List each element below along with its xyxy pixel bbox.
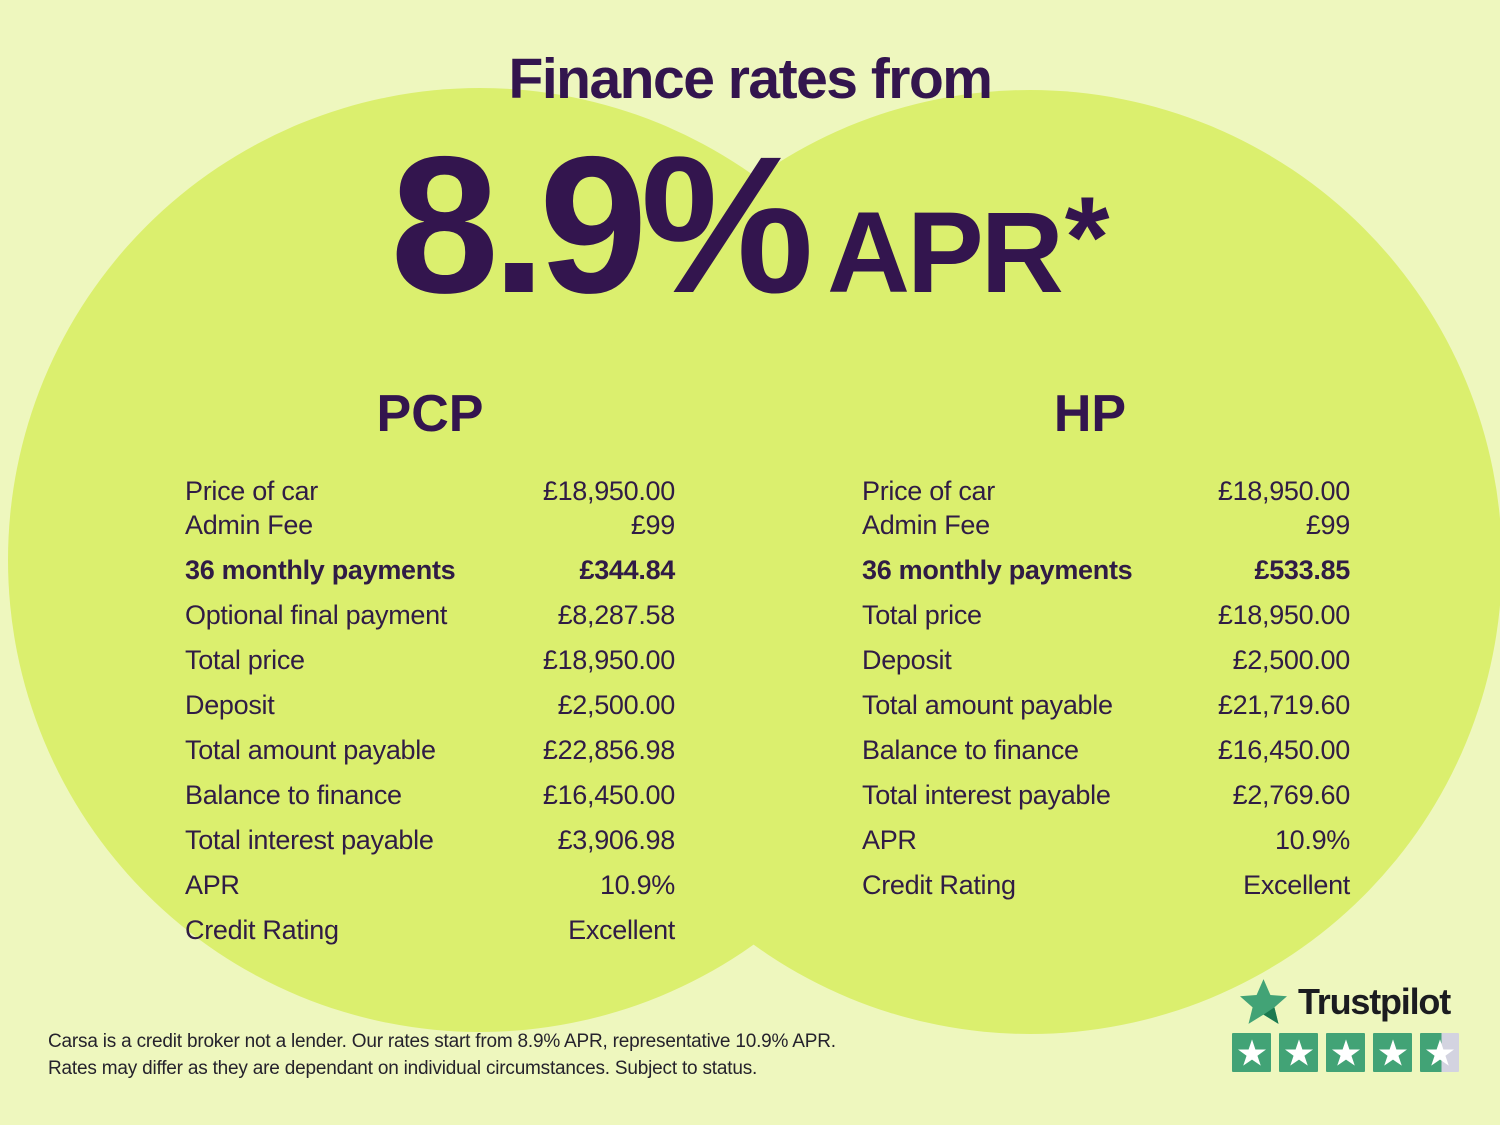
row-label: APR [185, 870, 240, 901]
row-label: Price of car [185, 475, 318, 506]
row-value: £21,719.60 [1217, 690, 1350, 721]
row-value: £533.85 [1254, 555, 1350, 586]
row-label: Balance to finance [185, 780, 402, 811]
table-row [862, 593, 1350, 638]
row-label: Total amount payable [862, 690, 1113, 721]
pcp-title: PCP [376, 385, 484, 443]
table-row [185, 593, 675, 638]
table-row [862, 474, 1350, 508]
row-label: Total price [185, 645, 305, 676]
headline-rate [0, 116, 1500, 334]
table-row [185, 773, 675, 818]
row-value: £22,856.98 [542, 735, 675, 766]
row-label: Deposit [185, 690, 275, 721]
row-value: £18,950.00 [1217, 600, 1350, 631]
row-label: Optional final payment [185, 600, 448, 631]
pcp-table [185, 474, 675, 953]
disclaimer-line: Carsa is a credit broker not a lender. Our rates start from 8.9% APR, representative 10.9% APR. [48, 1031, 836, 1052]
row-label: Total price [862, 600, 982, 631]
row-value: £18,950.00 [1217, 475, 1350, 506]
rating-star-half-icon [1420, 1033, 1459, 1072]
rating-star-icon [1232, 1033, 1271, 1072]
hp-title: HP [1053, 385, 1127, 443]
trustpilot-brand-text: Trustpilot [1298, 980, 1450, 1022]
row-value: £99 [630, 509, 675, 540]
table-row [862, 818, 1350, 863]
row-label: Admin Fee [862, 509, 990, 540]
rating-star-icon [1279, 1033, 1318, 1072]
table-row [862, 728, 1350, 773]
table-row [185, 863, 675, 908]
row-value: £2,500.00 [557, 690, 675, 721]
row-label: Balance to finance [862, 735, 1079, 766]
row-value: £16,450.00 [542, 780, 675, 811]
table-row [185, 474, 675, 508]
rate-asterisk: * [1064, 174, 1110, 302]
row-label: Deposit [862, 645, 952, 676]
disclaimer-line: Rates may differ as they are dependant on individual circumstances. Subject to status. [48, 1058, 758, 1079]
table-row [185, 638, 675, 683]
row-label: 36 monthly payments [185, 555, 456, 586]
pcp-panel [185, 386, 675, 953]
row-label: Price of car [862, 475, 995, 506]
row-label: Total interest payable [185, 825, 434, 856]
table-row [862, 508, 1350, 542]
table-row [185, 683, 675, 728]
table-row [185, 728, 675, 773]
row-value: 10.9% [599, 870, 675, 901]
row-value: £18,950.00 [542, 475, 675, 506]
trustpilot-logo [1240, 979, 1450, 1024]
row-value: £2,769.60 [1232, 780, 1350, 811]
row-label: 36 monthly payments [862, 555, 1133, 586]
row-label: Total interest payable [862, 780, 1111, 811]
rate-value: 8.9% [390, 116, 807, 334]
table-row [862, 683, 1350, 728]
row-label: Admin Fee [185, 509, 313, 540]
row-value: Excellent [568, 915, 675, 946]
trustpilot-rating [1232, 1033, 1459, 1072]
row-value: 10.9% [1274, 825, 1350, 856]
row-label: Credit Rating [185, 915, 339, 946]
table-row [862, 548, 1350, 593]
row-value: £16,450.00 [1217, 735, 1350, 766]
table-row [185, 508, 675, 542]
row-value: Excellent [1243, 870, 1350, 901]
row-value: £99 [1305, 509, 1350, 540]
rate-unit: APR [826, 189, 1061, 317]
row-value: £344.84 [579, 555, 675, 586]
row-value: £3,906.98 [557, 825, 675, 856]
rating-star-icon [1373, 1033, 1412, 1072]
table-row [862, 863, 1350, 908]
hp-panel [862, 386, 1350, 908]
table-row [862, 773, 1350, 818]
row-label: Credit Rating [862, 870, 1016, 901]
rating-star-icon [1326, 1033, 1365, 1072]
row-value: £8,287.58 [557, 600, 675, 631]
row-value: £18,950.00 [542, 645, 675, 676]
disclaimer [48, 1028, 836, 1082]
page-title: Finance rates from [508, 47, 992, 111]
row-label: Total amount payable [185, 735, 436, 766]
table-row [862, 638, 1350, 683]
table-row [185, 548, 675, 593]
table-row [185, 818, 675, 863]
hp-table [862, 474, 1350, 908]
table-row [185, 908, 675, 953]
row-value: £2,500.00 [1232, 645, 1350, 676]
trustpilot-star-icon [1240, 979, 1287, 1024]
row-label: APR [862, 825, 917, 856]
